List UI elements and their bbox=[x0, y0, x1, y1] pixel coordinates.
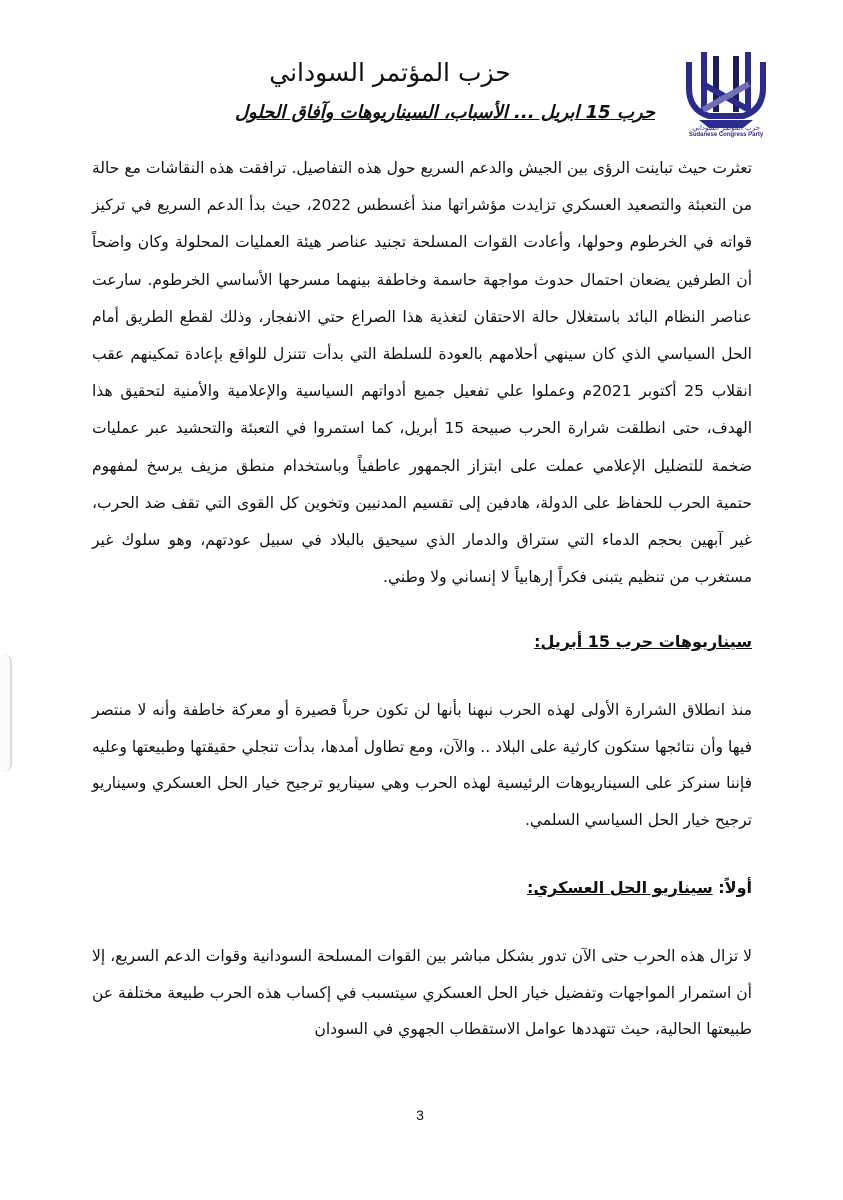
logo-caption-arabic: حزب المؤتمر السوداني bbox=[692, 124, 760, 132]
body-paragraph-2: منذ انطلاق الشرارة الأولى لهذه الحرب نبهنا بأنها لن تكون حرباً قصيرة أو معركة خاطفة وأنه لا منتصر فيها وأن نتائجها ستكون كارثية على البلاد .. والآن، ومع تطاول أمدها، بدأت تنجلي حقيقتها وطبيعتها وعليه فإننا سنركز على السيناريوهات الرئيسية لهذه الحرب وهي سيناريو ترجيح خيار الحل العسكري وسيناريو ترجيح خيار الحل السياسي السلمي. bbox=[92, 701, 752, 829]
section-heading-military-scenario bbox=[92, 870, 752, 906]
heading-text: سيناريو الحل العسكري: bbox=[527, 878, 713, 898]
document-header bbox=[0, 0, 843, 138]
document-body bbox=[92, 150, 752, 1048]
body-paragraph-1: تعثرت حيث تباينت الرؤى بين الجيش والدعم السريع حول هذه التفاصيل. ترافقت هذه النقاشات مع حالة من التعبئة والتصعيد العسكري تزايدت مؤشراتها منذ أغسطس 2022، حيث بدأ الدعم السريع في تركيز قواته في الخرطوم وحولها، وأعادت القوات المسلحة تجنيد عناصر هيئة العمليات المحلولة وكان واضحاً أن الطرفين يضعان احتمال حدوث مواجهة حاسمة وخاطفة بينهما مسرحها الأساسي الخرطوم. سارعت عناصر النظام البائد باستغلال حالة الاحتقان لتغذية هذا الصراع حتي الانفجار، وذلك لقطع الطريق أمام الحل السياسي الذي كان سينهي أحلامهم بالعودة للسلطة التي بدأت تتنزل للواقع بإعادة تمكينهم عقب انقلاب 25 أكتوبر 2021م وعملوا علي تفعيل جميع أدواتهم السياسية والإعلامية والأمنية لتحقيق هذا الهدف، حتى انطلقت شرارة الحرب صبيحة 15 أبريل، كما استمروا في التعبئة والتحشيد عبر عمليات ضخمة للتضليل الإعلامي عملت على ابتزاز الجمهور عاطفياً وباستخدام منطق مزيف يرسخ لمفهوم حتمية الحرب للحفاظ على الدولة، هادفين إلى تقسيم المدنيين وتخوين كل القوى التي تقف ضد الحرب، غير آبهين بحجم الدماء التي ستراق والدمار الذي سيحيق بالبلاد في سبيل عودتهم، وهو سلوك غير مستغرب من تنظيم يتبنى فكراً إرهابياً لا إنساني ولا وطني. bbox=[92, 159, 753, 587]
body-paragraph-3: لا تزال هذه الحرب حتى الآن تدور بشكل مباشر بين القوات المسلحة السودانية وقوات الدعم السريع، إلا أن استمرار المواجهات وتفضيل خيار الحل العسكري سيتسبب في إكساب هذه الحرب طبيعة مختلفة عن طبيعتها الحالية، حيث تتهددها عوامل الاستقطاب الجهوي في السودان bbox=[92, 947, 752, 1039]
logo-caption-english: Sudanese Congress Party bbox=[688, 132, 764, 138]
document-title: حرب 15 ابريل ... الأسباب، السيناريوهات وآفاق الحلول bbox=[234, 102, 655, 123]
sudanese-congress-party-logo-icon bbox=[683, 50, 769, 132]
party-name: حزب المؤتمر السوداني bbox=[269, 58, 511, 87]
page-number: 3 bbox=[416, 1107, 424, 1123]
heading-prefix: أولاً: bbox=[718, 878, 752, 898]
page-edge-tab bbox=[0, 654, 12, 772]
section-heading-scenarios: سيناريوهات حرب 15 أبريل: bbox=[534, 632, 752, 652]
